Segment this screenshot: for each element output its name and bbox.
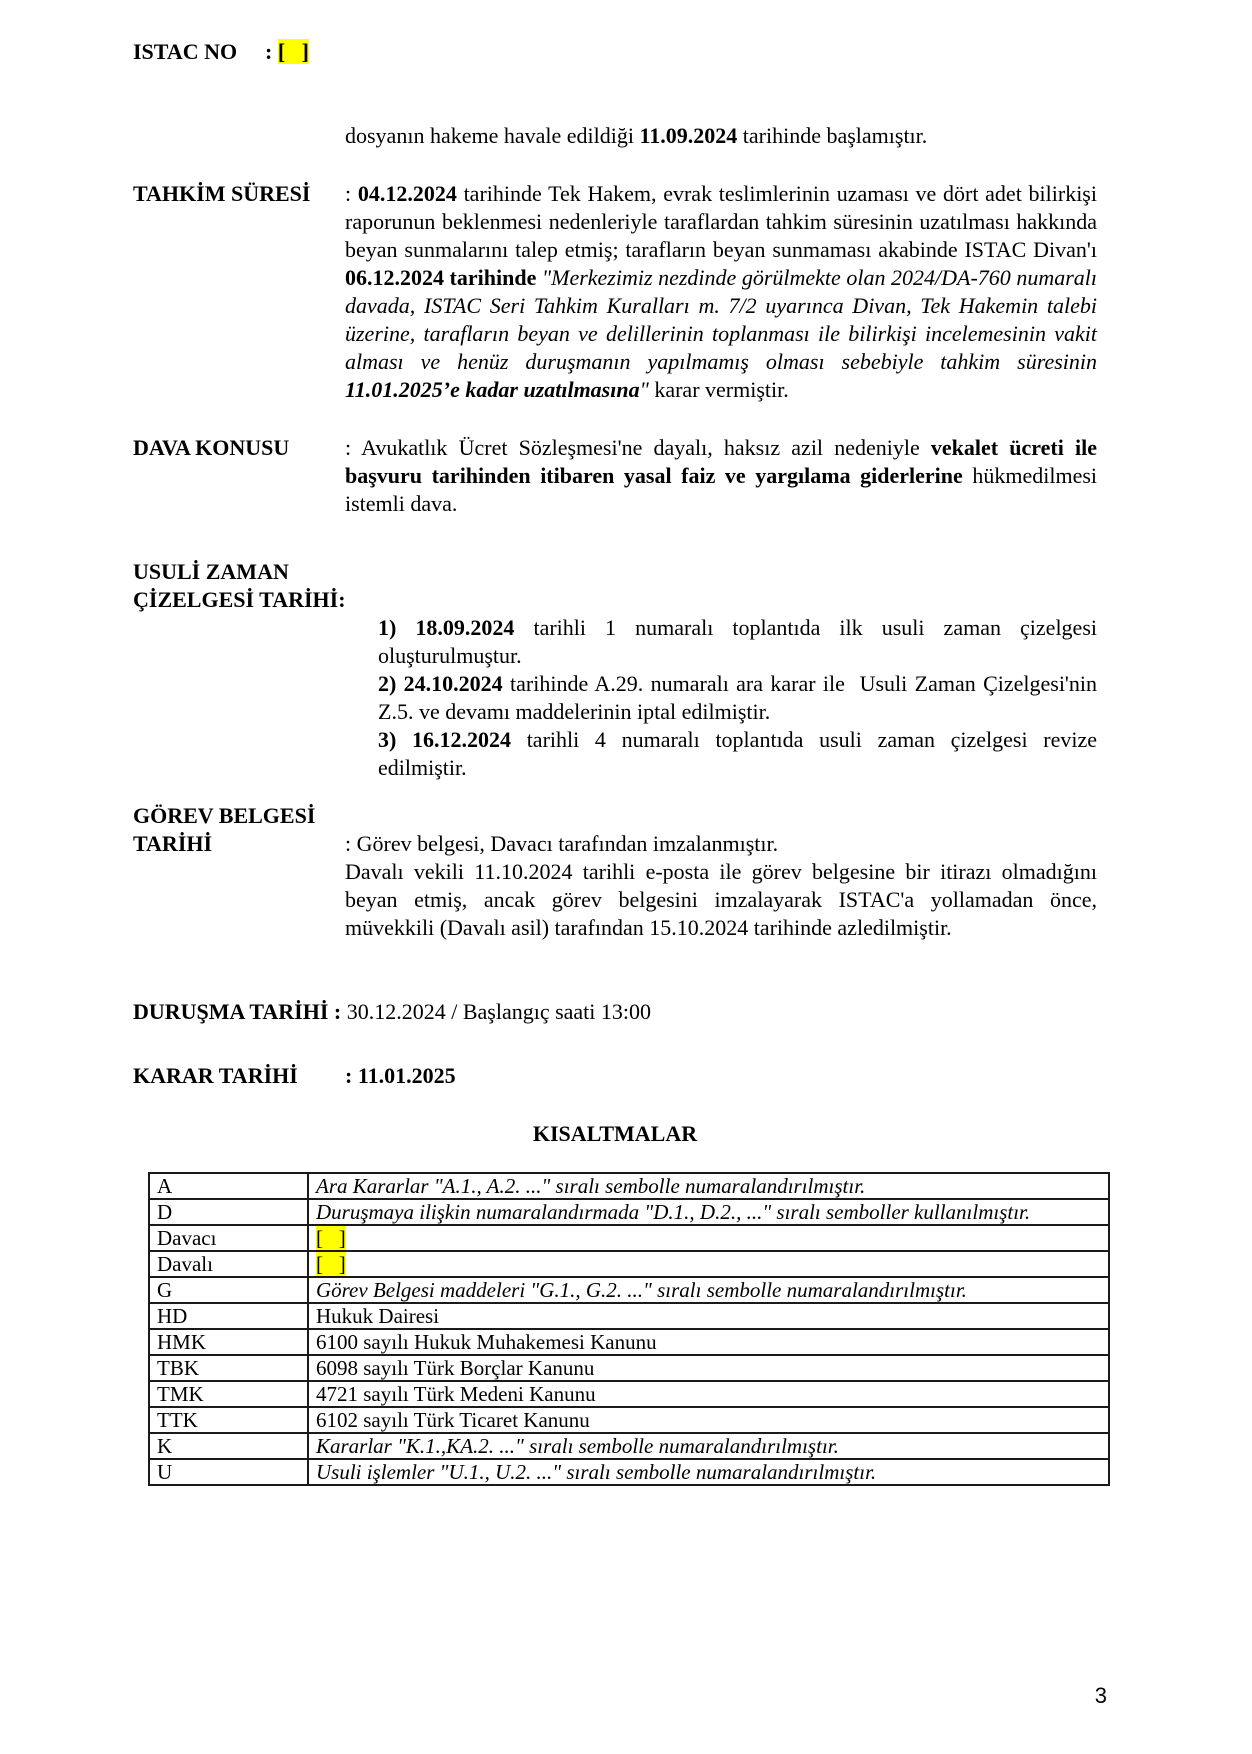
page-number: 3 [1094, 1683, 1107, 1708]
abbr-cell: TTK [149, 1407, 308, 1433]
istac-no-label: ISTAC NO [133, 39, 238, 64]
table-row [149, 1199, 1109, 1225]
abbreviations-table [148, 1172, 1110, 1486]
table-row [149, 1173, 1109, 1199]
section-gorev-belgesi [133, 802, 1097, 942]
section-durusma-tarihi [133, 998, 1097, 1026]
abbr-cell: G [149, 1277, 308, 1303]
definition-cell: 4721 sayılı Türk Medeni Kanunu [308, 1381, 1109, 1407]
usuli-zaman-items [133, 614, 1097, 782]
definition-cell: 6102 sayılı Türk Ticaret Kanunu [308, 1407, 1109, 1433]
table-row [149, 1303, 1109, 1329]
definition-cell: Görev Belgesi maddeleri "G.1., G.2. ..." sıralı sembolle numaralandırılmıştır. [308, 1277, 1109, 1303]
definition-cell: 6100 sayılı Hukuk Muhakemesi Kanunu [308, 1329, 1109, 1355]
usuli-zaman-item: 1) 18.09.2024 tarihli 1 numaralı toplantıda ilk usuli zaman çizelgesi oluşturulmuştur. [378, 615, 1097, 668]
karar-tarihi-value: : 11.01.2025 [345, 1063, 456, 1088]
gorev-belgesi-paragraph: Davalı vekili 11.10.2024 tarihli e-posta ile görev belgesine bir itirazı olmadığını beyan etmiş, ancak görev belgesini imzalayarak ISTAC'a yollamadan önce, müvekkili (Davalı asil) tarafından 15.10.2024 tarihinde azledilmiştir. [345, 859, 1097, 940]
gorev-belgesi-label-line2: TARİHİ [133, 831, 213, 856]
gorev-belgesi-label-line1: GÖREV BELGESİ [133, 803, 316, 828]
table-row [149, 1381, 1109, 1407]
definition-cell: [ ] [308, 1225, 1109, 1251]
usuli-zaman-label [133, 558, 1097, 614]
definition-cell: Hukuk Dairesi [308, 1303, 1109, 1329]
definition-cell: Usuli işlemler "U.1., U.2. ..." sıralı sembolle numaralandırılmıştır. [308, 1459, 1109, 1485]
section-karar-tarihi [133, 1062, 1097, 1090]
istac-no-redacted: [ ] [277, 39, 309, 64]
table-row [149, 1433, 1109, 1459]
tahkim-suresi-body: : 04.12.2024 tarihinde Tek Hakem, evrak teslimlerinin uzaması ve dört adet bilirkişi raporunun beklenmesi nedenleriyle taraflardan tahkim süresinin uzatılması hakkında beyan sunmalarını talep etmiş; tarafların beyan sunmaması akabinde ISTAC Divan'ı 06.12.2024 tarihinde "Merkezimiz nezdinde görülmekte olan 2024/DA-760 numaralı davada, ISTAC Seri Tahkim Kuralları m. 7/2 uyarınca Divan, Tek Hakemin talebi üzerine, tarafların beyan ve delillerinin toplanması ile bilirkişi incelemesinin vakit alması ve henüz duruşmanın yapılmamış olması sebebiyle tahkim süresinin 11.01.2025’e kadar uzatılmasına" karar vermiştir. [345, 181, 1097, 402]
abbreviations-title: KISALTMALAR [532, 1121, 698, 1146]
karar-tarihi-label: KARAR TARİHİ [133, 1063, 298, 1088]
gorev-belgesi-label [133, 802, 345, 942]
gorev-belgesi-first-line: : Görev belgesi, Davacı tarafından imzalanmıştır. [345, 831, 779, 856]
table-row [149, 1329, 1109, 1355]
definition-cell: Kararlar "K.1.,KA.2. ..." sıralı sembolle numaralandırılmıştır. [308, 1433, 1109, 1459]
table-row [149, 1407, 1109, 1433]
table-row [149, 1225, 1109, 1251]
definition-cell: Ara Kararlar "A.1., A.2. ..." sıralı sembolle numaralandırılmıştır. [308, 1173, 1109, 1199]
usuli-zaman-item: 3) 16.12.2024 tarihli 4 numaralı toplantıda usuli zaman çizelgesi revize edilmiştir. [378, 727, 1098, 780]
durusma-tarihi-label: DURUŞMA TARİHİ : [133, 999, 342, 1024]
table-row [149, 1277, 1109, 1303]
usuli-zaman-label-line2: ÇİZELGESİ TARİHİ: [133, 587, 346, 612]
section-usuli-zaman [133, 558, 1097, 782]
dava-konusu-label: DAVA KONUSU [133, 435, 290, 460]
abbr-cell: Davalı [149, 1251, 308, 1277]
section-tahkim-suresi [133, 180, 1097, 404]
abbr-cell: A [149, 1173, 308, 1199]
abbr-cell: HD [149, 1303, 308, 1329]
usuli-zaman-label-line1: USULİ ZAMAN [133, 559, 289, 584]
abbr-cell: TMK [149, 1381, 308, 1407]
istac-no-value [265, 38, 309, 66]
definition-cell: [ ] [308, 1251, 1109, 1277]
table-row [149, 1355, 1109, 1381]
table-row [149, 1251, 1109, 1277]
abbr-cell: HMK [149, 1329, 308, 1355]
abbr-cell: K [149, 1433, 308, 1459]
abbr-cell: Davacı [149, 1225, 308, 1251]
abbr-cell: D [149, 1199, 308, 1225]
table-row [149, 1459, 1109, 1485]
abbr-cell: U [149, 1459, 308, 1485]
abbr-cell: TBK [149, 1355, 308, 1381]
istac-no-colon: : [265, 39, 278, 64]
gorev-belgesi-body [345, 802, 1097, 942]
tahkim-suresi-label: TAHKİM SÜRESİ [133, 181, 311, 206]
definition-cell: Duruşmaya ilişkin numaralandırmada "D.1., D.2., ..." sıralı semboller kullanılmıştır. [308, 1199, 1109, 1225]
intro-line: dosyanın hakeme havale edildiği 11.09.2024 tarihinde başlamıştır. [345, 123, 928, 148]
dava-konusu-body: : Avukatlık Ücret Sözleşmesi'ne dayalı, haksız azil nedeniyle vekalet ücreti ile başvuru tarihinden itibaren yasal faiz ve yargılama giderlerine hükmedilmesi istemli dava. [345, 435, 1098, 516]
section-dava-konusu [133, 434, 1097, 518]
definition-cell: 6098 sayılı Türk Borçlar Kanunu [308, 1355, 1109, 1381]
istac-no-row [133, 38, 1097, 66]
usuli-zaman-item: 2) 24.10.2024 tarihinde A.29. numaralı ara karar ile Usuli Zaman Çizelgesi'nin Z.5. ve devamı maddelerinin iptal edilmiştir. [378, 671, 1098, 724]
durusma-tarihi-value: 30.12.2024 / Başlangıç saati 13:00 [341, 999, 652, 1024]
